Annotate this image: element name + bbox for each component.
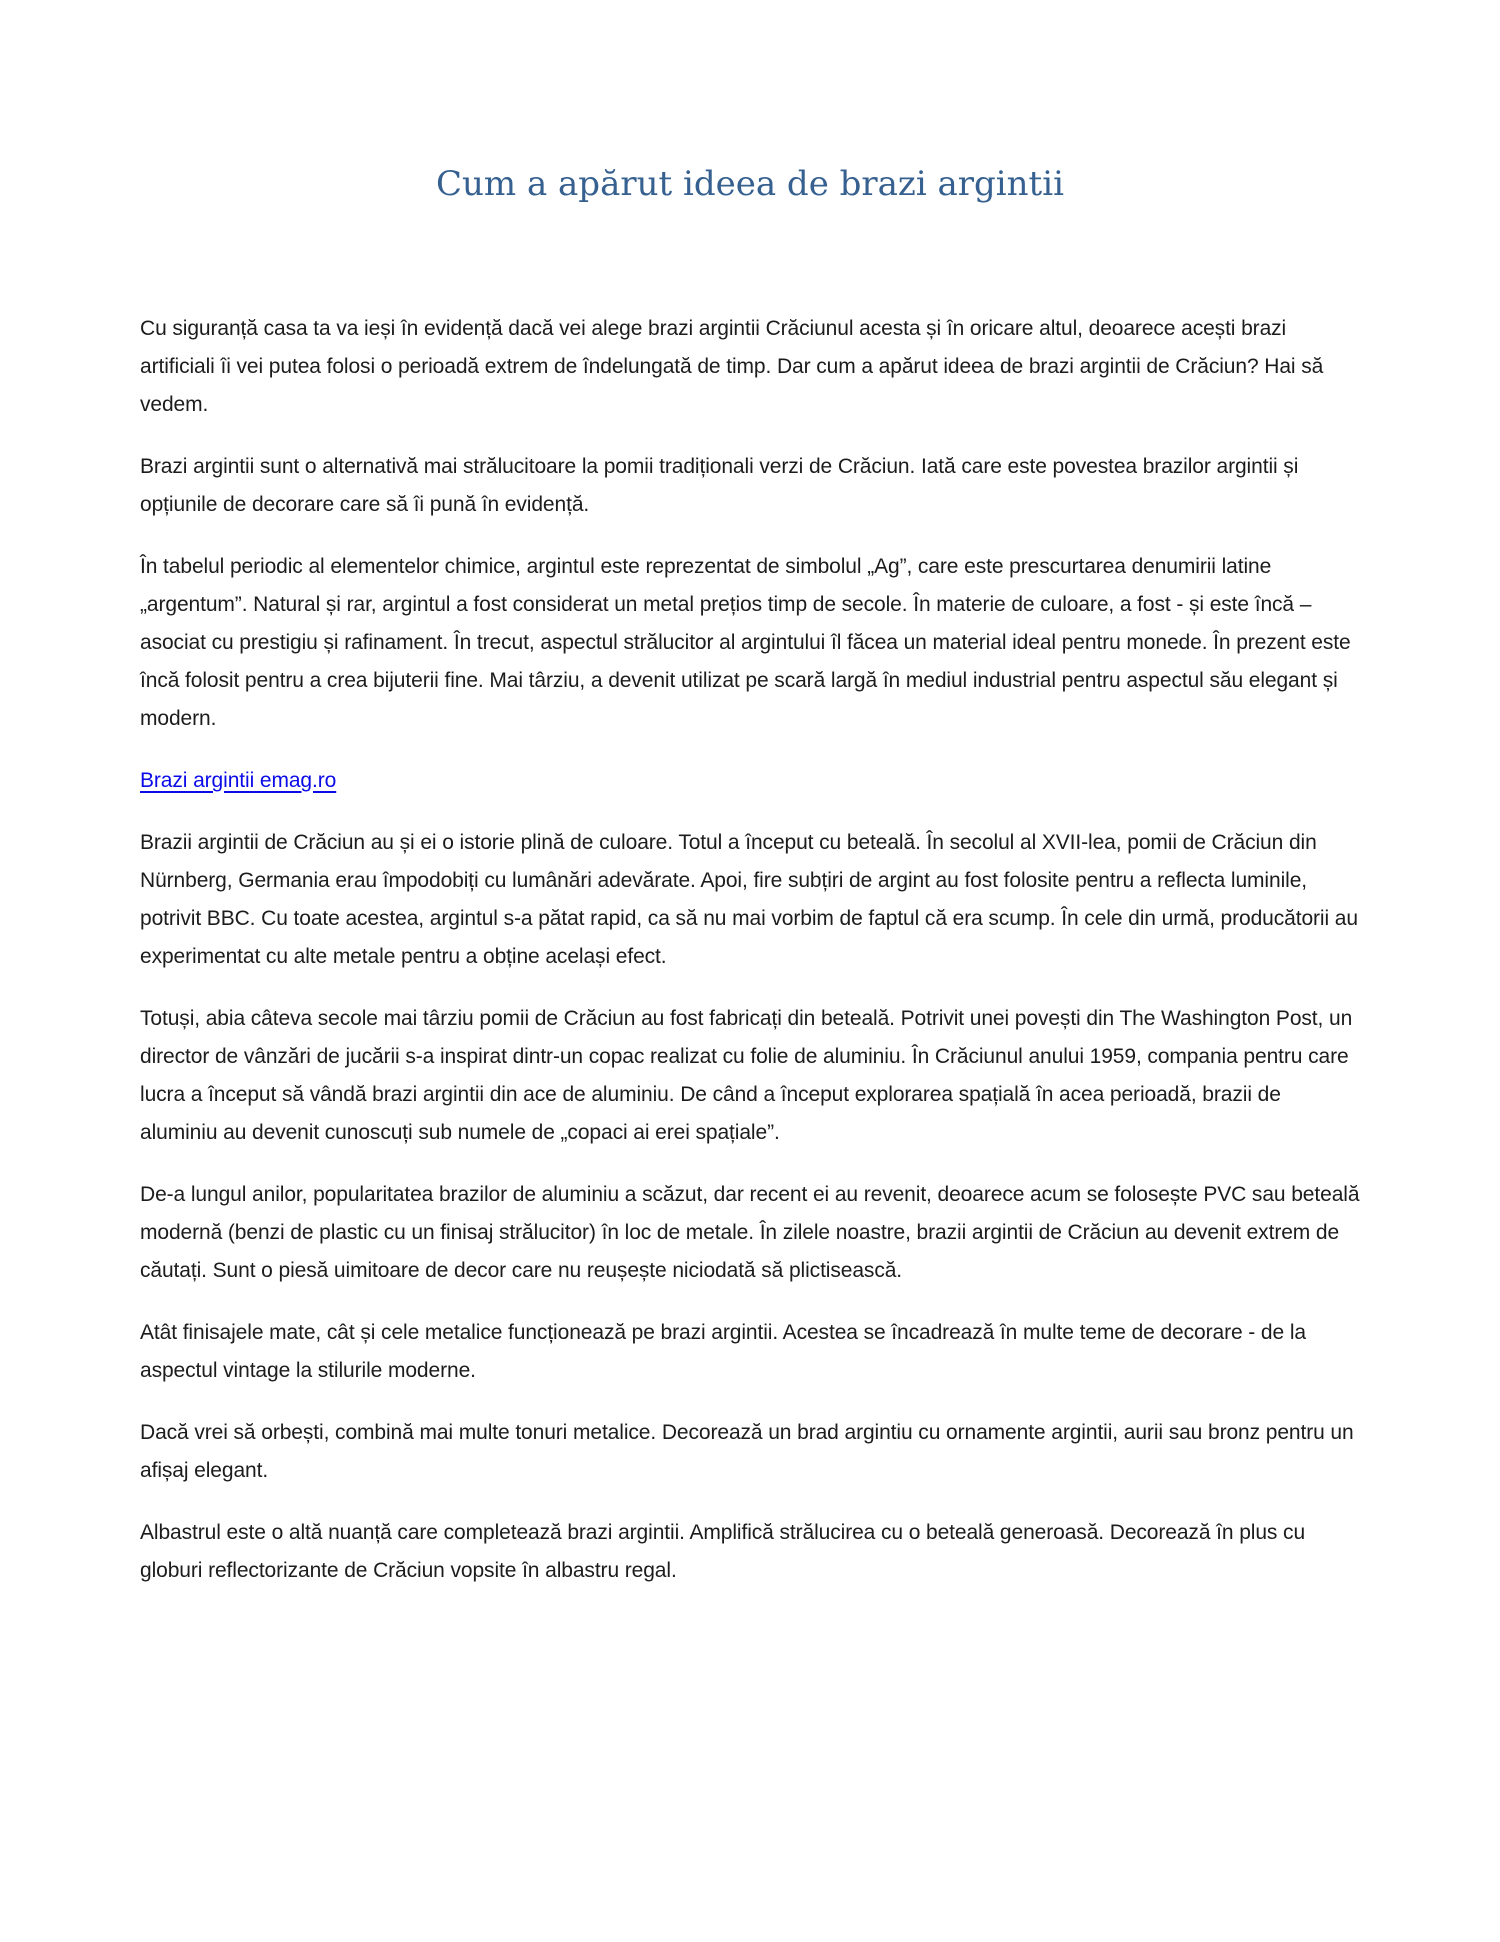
paragraph-finishes: Atât finisajele mate, cât și cele metalice funcționează pe brazi argintii. Acestea se încadrează în multe teme de decorare - de la aspectul vintage la stilurile moderne. <box>140 1320 1306 1382</box>
paragraph-metallic-tones: Dacă vrei să orbești, combină mai multe tonuri metalice. Decorează un brad argintiu cu ornamente argintii, aurii sau bronz pentru un afișaj elegant. <box>140 1420 1354 1482</box>
paragraph-pvc-modern: De-a lungul anilor, popularitatea brazilor de aluminiu a scăzut, dar recent ei au revenit, deoarece acum se folosește PVC sau beteală modernă (benzi de plastic cu un finisaj strălucitor) în loc de metale. În zilele noastre, brazii argintii de Crăciun au devenit extrem de căutați. Sunt o piesă uimitoare de decor care nu reușește niciodată să plictisească. <box>140 1182 1360 1282</box>
paragraph-intro: Cu siguranță casa ta va ieși în evidență dacă vei alege brazi argintii Crăciunul acesta și în oricare altul, deoarece acești brazi artificiali îi vei putea folosi o perioadă extrem de îndelungată de timp. Dar cum a apărut ideea de brazi argintii de Crăciun? Hai să vedem. <box>140 316 1324 416</box>
paragraph-blue-accent: Albastrul este o altă nuanță care completează brazi argintii. Amplifică strălucirea cu o beteală generoasă. Decorează în plus cu globuri reflectorizante de Crăciun vopsite în albastru regal. <box>140 1520 1306 1582</box>
link-line <box>140 762 1360 800</box>
paragraph-washington-post: Totuși, abia câteva secole mai târziu pomii de Crăciun au fost fabricați din beteală. Potrivit unei povești din The Washington Post, un director de vânzări de jucării s-a inspirat dintr-un copac realizat cu folie de aluminiu. În Crăciunul anului 1959, compania pentru care lucra a început să vândă brazi argintii din ace de aluminiu. De când a început explorarea spațială în acea perioadă, brazii de aluminiu au devenit cunoscuți sub numele de „copaci ai erei spațiale”. <box>140 1006 1353 1144</box>
document-title: Cum a apărut ideea de brazi argintii <box>436 164 1064 204</box>
paragraph-periodic-table: În tabelul periodic al elementelor chimice, argintul este reprezentat de simbolul „Ag”, care este prescurtarea denumirii latine „argentum”. Natural și rar, argintul a fost considerat un metal prețios timp de secole. În materie de culoare, a fost - și este încă – asociat cu prestigiu și rafinament. În trecut, aspectul strălucitor al argintului îl făcea un material ideal pentru monede. În prezent este încă folosit pentru a crea bijuterii fine. Mai târziu, a devenit utilizat pe scară largă în mediul industrial pentru aspectul său elegant și modern. <box>140 554 1351 730</box>
emag-link[interactable]: Brazi argintii emag.ro <box>140 768 337 792</box>
paragraph-history: Brazii argintii de Crăciun au și ei o istorie plină de culoare. Totul a început cu beteală. În secolul al XVII-lea, pomii de Crăciun din Nürnberg, Germania erau împodobiți cu lumânări adevărate. Apoi, fire subțiri de argint au fost folosite pentru a reflecta luminile, potrivit BBC. Cu toate acestea, argintul s-a pătat rapid, ca să nu mai vorbim de faptul că era scump. În cele din urmă, producătorii au experimentat cu alte metale pentru a obține același efect. <box>140 830 1358 968</box>
document-body <box>140 310 1360 1590</box>
paragraph-alternative: Brazi argintii sunt o alternativă mai strălucitoare la pomii tradiționali verzi de Crăciun. Iată care este povestea brazilor argintii și opțiunile de decorare care să îi pună în evidență. <box>140 454 1299 516</box>
